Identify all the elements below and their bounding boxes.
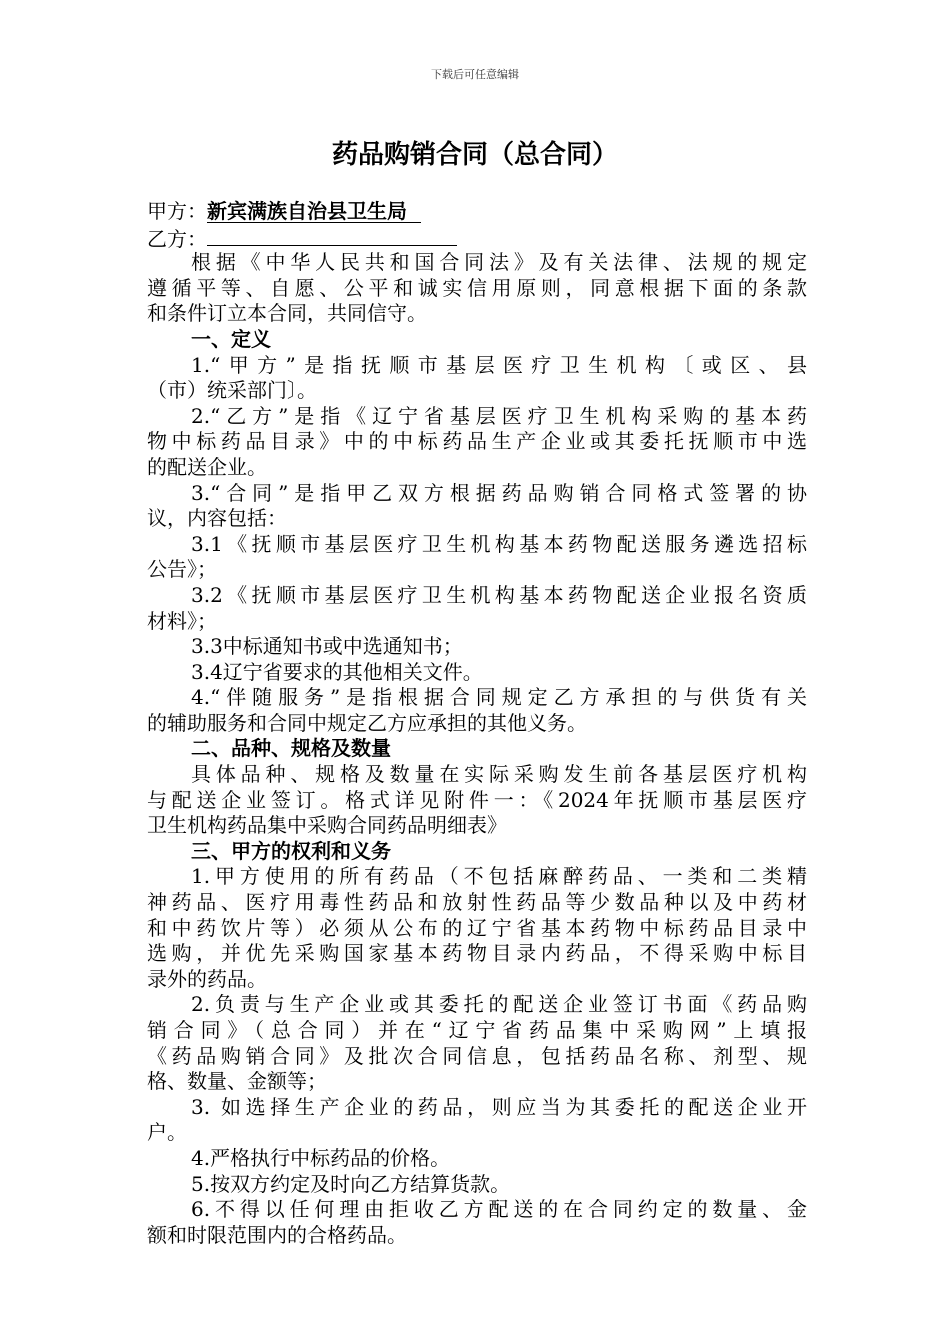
header-note: 下载后可任意编辑 <box>431 68 519 81</box>
text-line: 2.负责与生产企业或其委托的配送企业签订书面《药品购 <box>191 992 807 1017</box>
text-line: 《药品购销合同》及批次合同信息，包括药品名称、剂型、规 <box>147 1043 807 1068</box>
text-line: 5.按双方约定及时向乙方结算货款。 <box>191 1171 511 1196</box>
text-line: 的配送企业。 <box>147 454 267 479</box>
text-line: 选购，并优先采购国家基本药物目录内药品，不得采购中标目 <box>147 941 807 966</box>
section-heading-definitions: 一、定义 <box>191 326 271 351</box>
text-line: 和条件订立本合同，共同信守。 <box>147 301 427 326</box>
party-b-row <box>147 225 807 251</box>
text-line: 2.“乙方”是指《辽宁省基层医疗卫生机构采购的基本药 <box>191 403 807 428</box>
text-line: 议，内容包括： <box>147 506 287 531</box>
page-title: 药品购销合同（总合同） <box>331 140 618 170</box>
text-line: 1.“甲方”是指抚顺市基层医疗卫生机构〔或区、县 <box>191 352 807 377</box>
text-line: 具体品种、规格及数量在实际采购发生前各基层医疗机构 <box>191 762 807 787</box>
text-line: 的辅助服务和合同中规定乙方应承担的其他义务。 <box>147 710 587 735</box>
section-heading-varieties: 二、品种、规格及数量 <box>191 736 391 761</box>
party-b-label: 乙方： <box>147 226 207 251</box>
contract-body <box>147 199 807 1248</box>
text-line: 和中药饮片等）必须从公布的辽宁省基本药物中标药品目录中 <box>147 915 807 940</box>
text-line: 材料》； <box>147 608 217 633</box>
text-line: 4.严格执行中标药品的价格。 <box>191 1145 451 1170</box>
text-line: 公告》； <box>147 557 217 582</box>
party-a-value: 新宾满族自治县卫生局 <box>207 200 421 223</box>
text-line: 3.“合同”是指甲乙双方根据药品购销合同格式签署的协 <box>191 480 807 505</box>
text-line: 额和时限范围内的合格药品。 <box>147 1222 407 1247</box>
text-line: 神药品、医疗用毒性药品和放射性药品等少数品种以及中药材 <box>147 890 807 915</box>
text-line: 3.3中标通知书或中选通知书； <box>191 634 463 659</box>
text-line: 3.2《抚顺市基层医疗卫生机构基本药物配送企业报名资质 <box>191 582 807 607</box>
text-line: 根据《中华人民共和国合同法》及有关法律、法规的规定 <box>191 250 807 275</box>
text-line: 3.4辽宁省要求的其他相关文件。 <box>191 659 483 684</box>
section-heading-party-a-rights: 三、甲方的权利和义务 <box>191 838 391 863</box>
text-line: 卫生机构药品集中采购合同药品明细表》 <box>147 813 507 838</box>
text-line: 与配送企业签订。格式详见附件一：《2024年抚顺市基层医疗 <box>147 787 807 812</box>
text-line: 销合同》（总合同）并在“辽宁省药品集中采购网”上填报 <box>147 1018 807 1042</box>
text-line: 1.甲方使用的所有药品（不包括麻醉药品、一类和二类精 <box>191 864 807 889</box>
text-line: 格、数量、金额等； <box>147 1069 327 1094</box>
text-line: 遵循平等、自愿、公平和诚实信用原则，同意根据下面的条款 <box>147 275 807 300</box>
text-line: （市）统采部门〕。 <box>147 378 317 403</box>
text-line: 录外的药品。 <box>147 966 267 991</box>
text-line: 3.1《抚顺市基层医疗卫生机构基本药物配送服务遴选招标 <box>191 531 807 556</box>
party-a-row <box>147 199 807 225</box>
text-line: 户。 <box>147 1120 187 1145</box>
text-line: 4.“伴随服务”是指根据合同规定乙方承担的与供货有关 <box>191 685 807 710</box>
text-line: 6.不得以任何理由拒收乙方配送的在合同约定的数量、金 <box>191 1197 807 1222</box>
text-line: 3. 如选择生产企业的药品，则应当为其委托的配送企业开 <box>191 1094 807 1119</box>
text-line: 物中标药品目录》中的中标药品生产企业或其委托抚顺市中选 <box>147 429 807 454</box>
party-a-label: 甲方： <box>147 199 207 223</box>
party-b-blank <box>207 225 457 246</box>
